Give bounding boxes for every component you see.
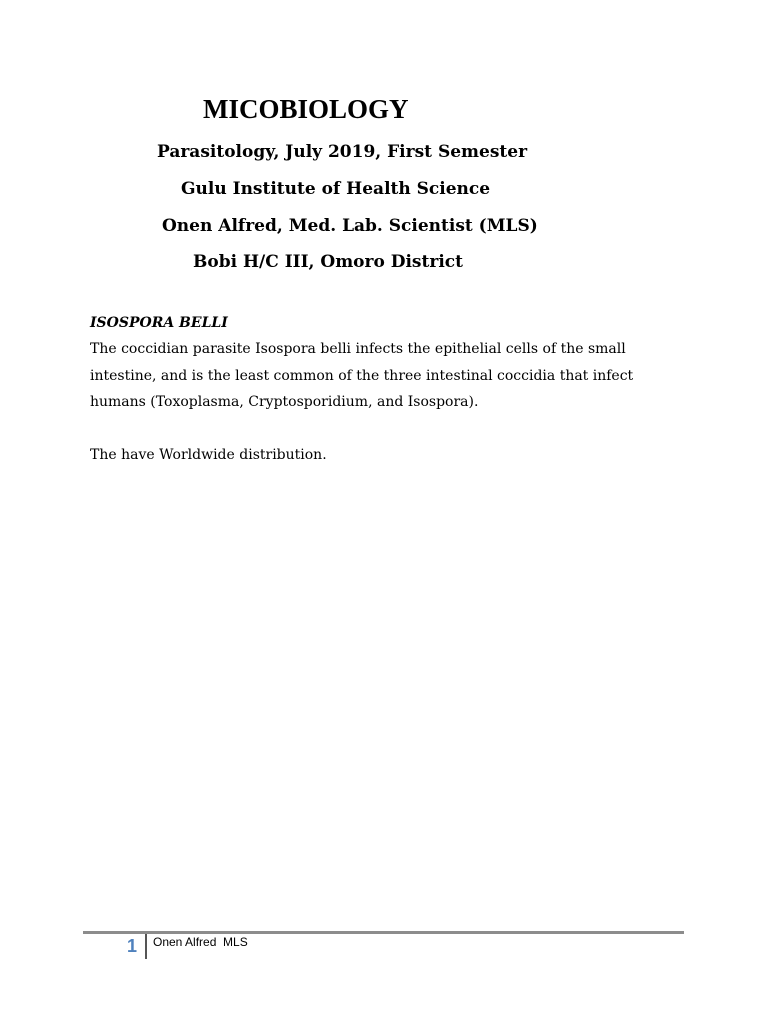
author-line: Onen Alfred, Med. Lab. Scientist (MLS) xyxy=(162,216,538,236)
footer-divider xyxy=(145,934,147,959)
paragraph-description xyxy=(90,336,633,416)
footer-rule xyxy=(83,931,684,934)
location-line: Bobi H/C III, Omoro District xyxy=(193,252,463,272)
paragraph-distribution: The have Worldwide distribution. xyxy=(90,447,327,463)
section-heading: ISOSPORA BELLI xyxy=(90,315,228,331)
document-title: MICOBIOLOGY xyxy=(203,94,409,124)
paragraph-line: humans (Toxoplasma, Cryptosporidium, and Isospora). xyxy=(90,394,479,410)
institution-line: Gulu Institute of Health Science xyxy=(181,179,491,199)
section-isospora-belli xyxy=(90,314,634,463)
paragraph-line: The coccidian parasite Isospora belli infects the epithelial cells of the small xyxy=(90,341,626,357)
footer-text: Onen Alfred MLS xyxy=(153,935,248,949)
paragraph-line: intestine, and is the least common of the three intestinal coccidia that infect xyxy=(90,367,634,384)
course-line: Parasitology, July 2019, First Semester xyxy=(157,142,528,162)
page-number: 1 xyxy=(127,936,138,956)
